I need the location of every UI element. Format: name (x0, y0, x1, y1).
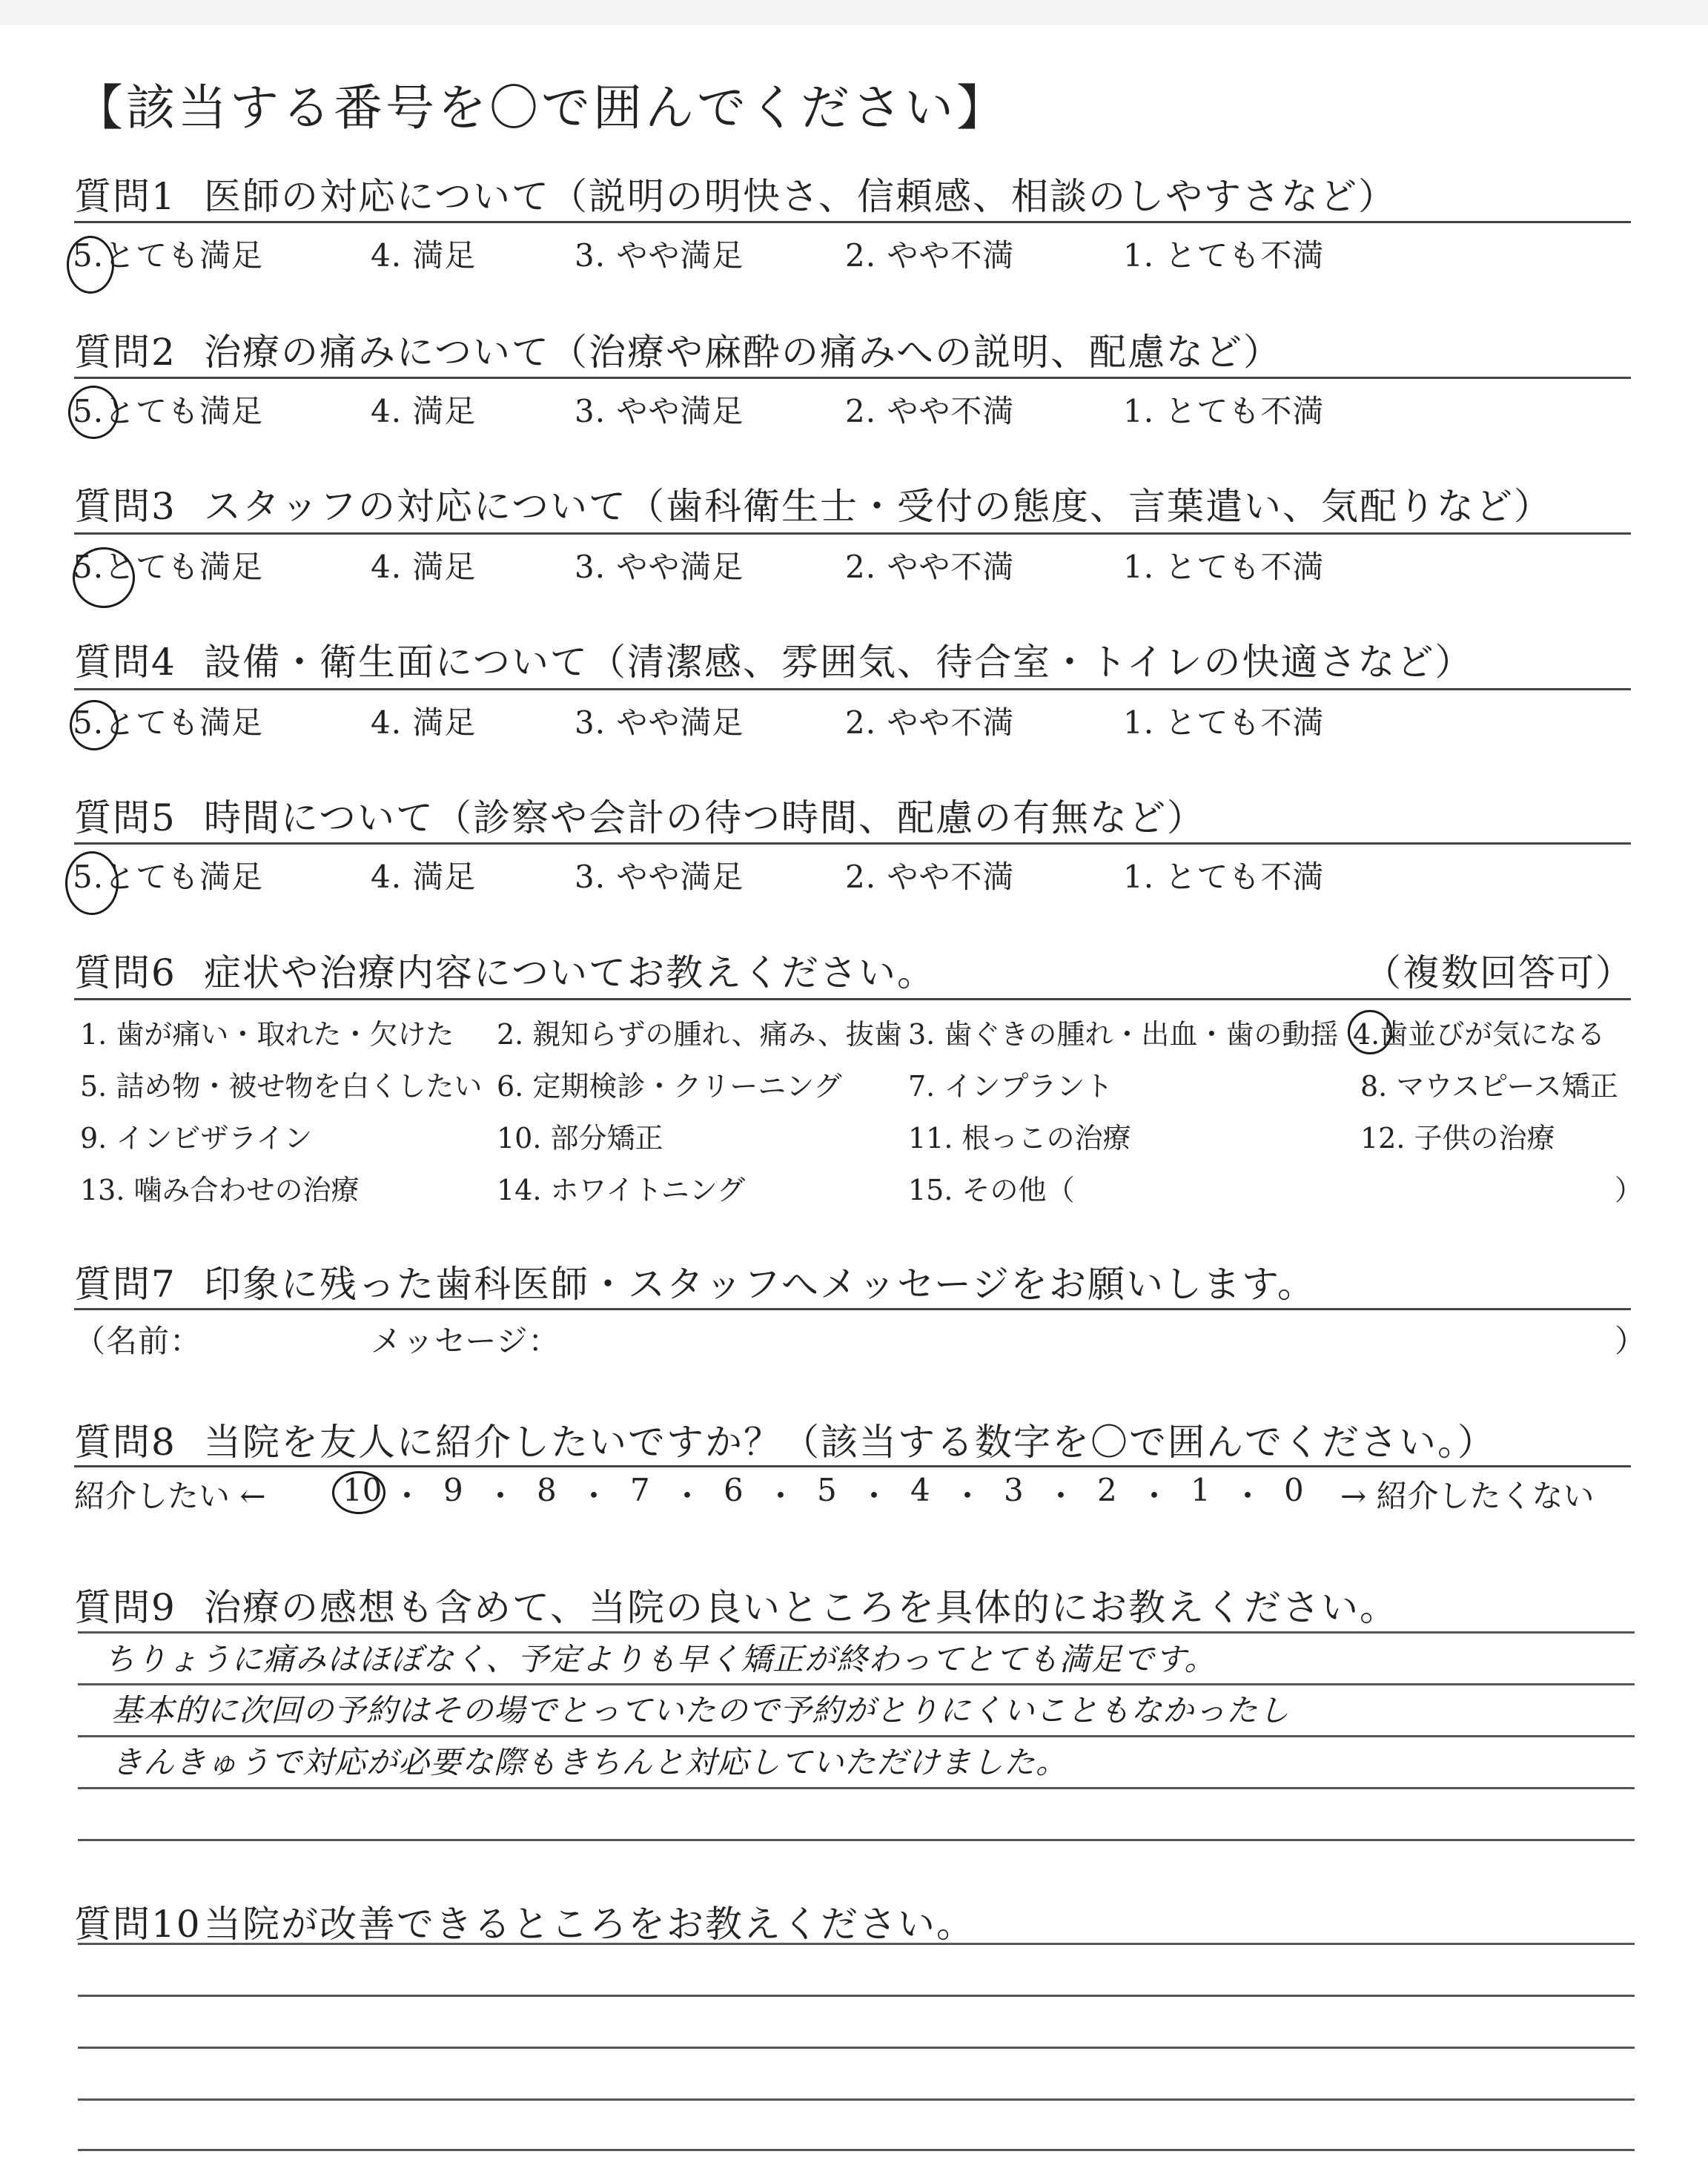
scan-top-edge (0, 0, 1708, 25)
q6-option-3[interactable]: 3. 歯ぐきの腫れ・出血・歯の動揺 (908, 1018, 1339, 1051)
q10-writing-line (78, 2149, 1635, 2151)
question-7-title (74, 1255, 1316, 1308)
q6-option-4[interactable]: 4.歯並びが気になる (1353, 1018, 1606, 1051)
q8-score-7[interactable]: 7 (630, 1472, 650, 1508)
question-4-title (74, 633, 1474, 686)
q8-score-1[interactable]: 1 (1191, 1472, 1211, 1508)
q10-writing-line (78, 2047, 1635, 2049)
q6-option-11[interactable]: 11. 根っこの治療 (908, 1122, 1131, 1155)
q1-option-4[interactable]: 4. 満足 (371, 237, 477, 274)
q9-handwritten-answer-line: 基本的に次回の予約はその場でとっていたので予約がとりにくいこともなかったし (111, 1692, 1291, 1728)
q3-answer-circle (73, 547, 135, 608)
q8-separator: ・ (1045, 1478, 1077, 1514)
question-5-number: 質問5 (74, 796, 176, 839)
q9-writing-line (78, 1787, 1635, 1789)
question-9-number: 質問9 (74, 1586, 176, 1629)
q2-option-5[interactable]: 5.とても満足 (73, 393, 264, 429)
q10-writing-line (78, 1943, 1635, 1945)
question-10-number: 質問10 (74, 1903, 202, 1946)
q9-handwritten-answer-line: きんきゅうで対応が必要な際もきちんと対応していただけました。 (111, 1744, 1068, 1780)
q3-option-3[interactable]: 3. やや満足 (575, 549, 744, 585)
q8-score-0[interactable]: 0 (1284, 1472, 1304, 1508)
q8-separator: ・ (391, 1478, 423, 1514)
q5-option-4[interactable]: 4. 満足 (371, 859, 477, 895)
q6-option-14[interactable]: 14. ホワイトニング (497, 1174, 746, 1206)
q1-option-1[interactable]: 1. とても不満 (1123, 237, 1325, 274)
question-5-title (74, 788, 1205, 842)
question-10-text: 当院が改善できるところをお教えください。 (204, 1903, 975, 1946)
q9-writing-line (78, 1683, 1635, 1685)
q6-option-5[interactable]: 5. 詰め物・被せ物を白くしたい (80, 1070, 483, 1103)
q8-score-4[interactable]: 4 (910, 1472, 930, 1508)
q6-option-12[interactable]: 12. 子供の治療 (1360, 1122, 1555, 1155)
question-1-text: 医師の対応について（説明の明快さ、信頼感、相談のしやすさなど） (204, 175, 1397, 218)
q1-option-2[interactable]: 2. やや不満 (845, 237, 1015, 274)
q3-option-2[interactable]: 2. やや不満 (845, 549, 1015, 585)
q8-score-8[interactable]: 8 (537, 1472, 557, 1508)
q6-option-7[interactable]: 7. インプラント (908, 1070, 1113, 1103)
q7-close-paren: ） (1615, 1323, 1647, 1359)
q4-option-4[interactable]: 4. 満足 (371, 704, 477, 741)
question-6-note: （複数回答可） (1364, 951, 1634, 994)
q9-writing-line (78, 1631, 1635, 1634)
q8-score-10[interactable]: 10 (342, 1472, 383, 1508)
q8-separator: ・ (1232, 1478, 1264, 1514)
q2-option-1[interactable]: 1. とても不満 (1123, 393, 1325, 429)
question-6-title (74, 943, 936, 997)
q6-option-15[interactable]: 15. その他（ (908, 1174, 1075, 1206)
q4-answer-circle (70, 700, 119, 750)
q4-option-5[interactable]: 5.とても満足 (73, 704, 264, 741)
question-3-rule (74, 532, 1631, 535)
q8-score-5[interactable]: 5 (817, 1472, 837, 1508)
q6-option-2[interactable]: 2. 親知らずの腫れ、痛み、抜歯 (497, 1018, 902, 1051)
question-8-rule (74, 1465, 1631, 1467)
question-7-rule (74, 1308, 1631, 1310)
q8-score-2[interactable]: 2 (1097, 1472, 1117, 1508)
q8-separator: ・ (1139, 1478, 1171, 1514)
question-10-title (74, 1895, 975, 1948)
q5-option-2[interactable]: 2. やや不満 (845, 859, 1015, 895)
q8-separator: ・ (765, 1478, 797, 1514)
question-3-title (74, 477, 1552, 530)
q7-name-label: （名前： (74, 1323, 202, 1359)
question-8-title (74, 1413, 1496, 1466)
q2-option-2[interactable]: 2. やや不満 (845, 393, 1015, 429)
question-4-number: 質問4 (74, 641, 176, 684)
q2-option-3[interactable]: 3. やや満足 (575, 393, 744, 429)
q6-other-close-paren: ） (1615, 1174, 1644, 1206)
q8-separator: ・ (952, 1478, 984, 1514)
question-4-text: 設備・衛生面について（清潔感、雰囲気、待合室・トイレの快適さなど） (204, 641, 1474, 684)
question-1-rule (74, 221, 1631, 223)
question-2-number: 質問2 (74, 331, 176, 374)
question-7-number: 質問7 (74, 1263, 176, 1306)
question-2-text: 治療の痛みについて（治療や麻酔の痛みへの説明、配慮など） (204, 331, 1282, 374)
q8-right-label: → 紹介したくない (1340, 1478, 1595, 1514)
q6-answer-circle (1348, 1010, 1392, 1054)
q2-answer-circle (68, 386, 119, 439)
q1-option-3[interactable]: 3. やや満足 (575, 237, 744, 274)
q8-score-3[interactable]: 3 (1004, 1472, 1024, 1508)
question-8-text: 当院を友人に紹介したいですか？（該当する数字を〇で囲んでください。） (204, 1421, 1496, 1464)
q8-answer-circle (332, 1471, 385, 1514)
q6-option-6[interactable]: 6. 定期検診・クリーニング (497, 1070, 842, 1103)
q9-writing-line (78, 1839, 1635, 1841)
q4-option-1[interactable]: 1. とても不満 (1123, 704, 1325, 741)
q6-option-8[interactable]: 8. マウスピース矯正 (1360, 1070, 1618, 1103)
question-9-title (74, 1578, 1398, 1631)
question-5-rule (74, 842, 1631, 845)
question-3-number: 質問3 (74, 485, 176, 528)
q8-score-9[interactable]: 9 (443, 1472, 463, 1508)
q7-message-label: メッセージ： (371, 1323, 560, 1359)
q6-option-1[interactable]: 1. 歯が痛い・取れた・欠けた (80, 1018, 454, 1051)
q6-option-13[interactable]: 13. 噛み合わせの治療 (80, 1174, 360, 1206)
q10-writing-line (78, 1995, 1635, 1997)
question-9-text: 治療の感想も含めて、当院の良いところを具体的にお教えください。 (204, 1586, 1398, 1629)
q8-score-6[interactable]: 6 (724, 1472, 744, 1508)
q3-option-5[interactable]: 5.とても満足 (73, 549, 264, 585)
q9-writing-line (78, 1735, 1635, 1737)
q8-separator: ・ (672, 1478, 704, 1514)
q2-option-4[interactable]: 4. 満足 (371, 393, 477, 429)
q5-option-1[interactable]: 1. とても不満 (1123, 859, 1325, 895)
question-6-rule (74, 998, 1631, 1000)
q10-writing-line (78, 2098, 1635, 2101)
question-1-number: 質問1 (74, 175, 176, 218)
q3-option-1[interactable]: 1. とても不満 (1123, 549, 1325, 585)
q8-separator: ・ (485, 1478, 517, 1514)
q8-left-label: 紹介したい ← (74, 1478, 266, 1514)
q1-answer-circle (67, 236, 114, 294)
q5-answer-circle (65, 851, 119, 915)
q9-handwritten-answer-line: ちりょうに痛みはほぼなく、予定よりも早く矯正が終わってとても満足です。 (104, 1641, 1217, 1677)
question-7-text: 印象に残った歯科医師・スタッフへメッセージをお願いします。 (204, 1263, 1316, 1306)
q8-separator: ・ (578, 1478, 610, 1514)
q5-option-5[interactable]: 5.とても満足 (73, 859, 264, 895)
q3-option-4[interactable]: 4. 満足 (371, 549, 477, 585)
question-6-number: 質問6 (74, 951, 176, 994)
question-2-title (74, 323, 1282, 376)
question-4-rule (74, 688, 1631, 690)
q6-option-10[interactable]: 10. 部分矯正 (497, 1122, 663, 1155)
q5-option-3[interactable]: 3. やや満足 (575, 859, 744, 895)
question-1-title (74, 167, 1397, 220)
q4-option-3[interactable]: 3. やや満足 (575, 704, 744, 741)
q4-option-2[interactable]: 2. やや不満 (845, 704, 1015, 741)
q6-option-9[interactable]: 9. インビザライン (80, 1122, 313, 1155)
question-8-number: 質問8 (74, 1421, 176, 1464)
question-2-rule (74, 377, 1631, 379)
question-6-text: 症状や治療内容についてお教えください。 (204, 951, 936, 994)
q8-separator: ・ (858, 1478, 890, 1514)
q1-option-5[interactable]: 5.とても満足 (73, 237, 264, 274)
question-3-text: スタッフの対応について（歯科衛生士・受付の態度、言葉遣い、気配りなど） (204, 485, 1552, 528)
form-instruction-header: 【該当する番号を〇で囲んでください】 (74, 79, 1008, 136)
question-5-text: 時間について（診察や会計の待つ時間、配慮の有無など） (204, 796, 1205, 839)
